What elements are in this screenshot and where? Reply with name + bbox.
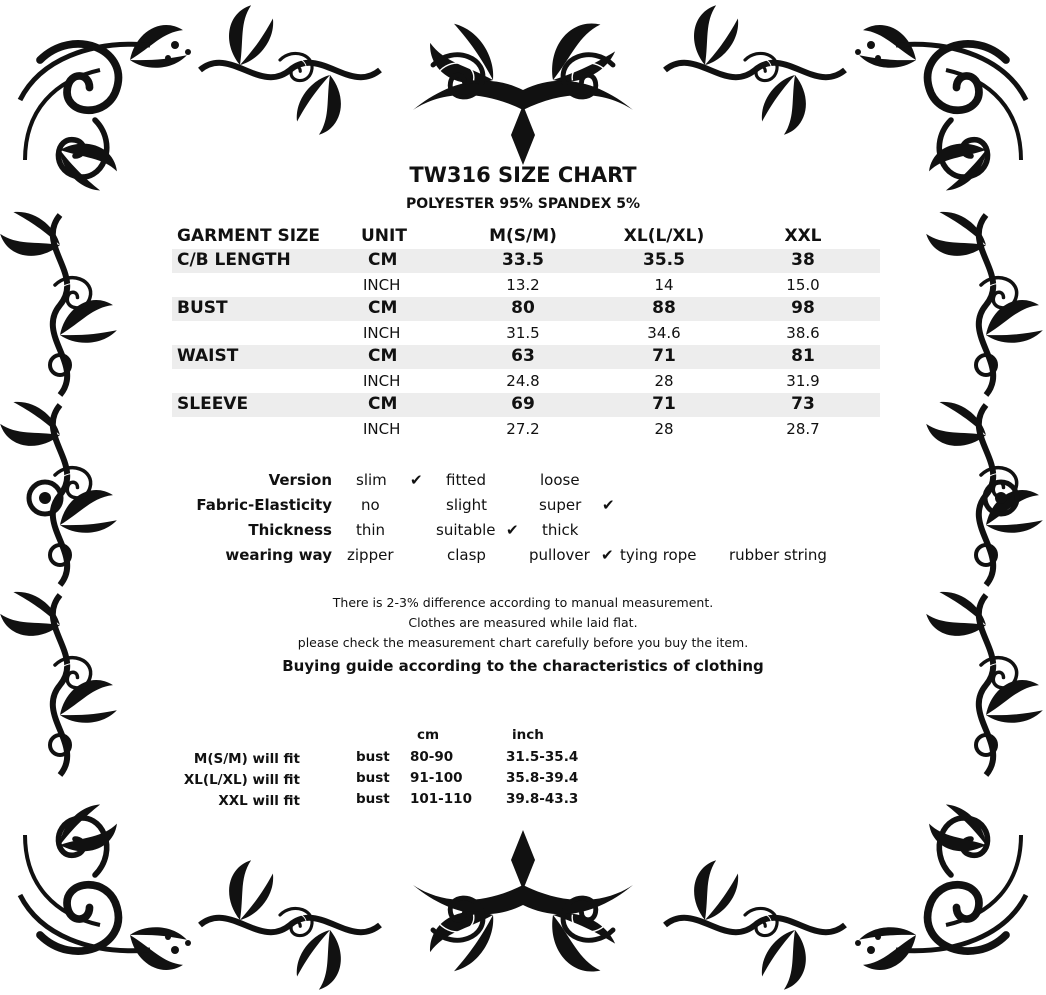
guide-row-label: XXL will fit (218, 793, 300, 809)
guide-inch-range: 39.8-43.3 (506, 791, 579, 807)
guide-col-cm: cm (417, 727, 440, 743)
check-icon: ✔ (410, 471, 423, 489)
unit-inch: INCH (363, 372, 401, 390)
guide-row-label: M(S/M) will fit (193, 751, 300, 767)
header-size-m: M(S/M) (489, 226, 557, 246)
attr-label-thickness: Thickness (248, 521, 332, 539)
cell-value: 80 (511, 298, 535, 318)
cell-value: 98 (791, 298, 815, 318)
guide-measure: bust (356, 770, 390, 786)
cell-value: 24.8 (506, 372, 540, 390)
unit-cm: CM (368, 394, 398, 414)
row-label-cb-length: C/B LENGTH (177, 250, 291, 270)
option-text: thick (542, 521, 579, 539)
header-garment-size: GARMENT SIZE (177, 226, 320, 246)
cell-value: 28.7 (786, 420, 820, 438)
check-icon: ✔ (601, 546, 614, 564)
unit-inch: INCH (363, 324, 401, 342)
option-text: fitted (446, 471, 486, 489)
guide-inch-range: 31.5-35.4 (506, 749, 579, 765)
cell-value: 13.2 (506, 276, 540, 294)
option-text: thin (356, 521, 386, 539)
cell-value: 35.5 (643, 250, 685, 270)
guide-cm-range: 91-100 (410, 770, 463, 786)
unit-cm: CM (368, 250, 398, 270)
cell-value: 31.5 (506, 324, 540, 342)
cell-value: 71 (652, 346, 676, 366)
note-line: please check the measurement chart carefully before you buy the item. (297, 635, 749, 650)
header-size-xxl: XXL (784, 226, 822, 246)
option-text: super (539, 496, 582, 514)
guide-col-inch: inch (512, 727, 544, 743)
cell-value: 27.2 (506, 420, 540, 438)
option-text: no (361, 496, 380, 514)
guide-inch-range: 35.8-39.4 (506, 770, 579, 786)
unit-inch: INCH (363, 420, 401, 438)
cell-value: 34.6 (647, 324, 681, 342)
fabric-composition: POLYESTER 95% SPANDEX 5% (405, 196, 641, 212)
cell-value: 38.6 (786, 324, 820, 342)
unit-cm: CM (368, 346, 398, 366)
cell-value: 28 (654, 420, 674, 438)
guide-cm-range: 80-90 (410, 749, 454, 765)
option-text: clasp (447, 546, 486, 564)
option-text: pullover (529, 546, 590, 564)
attr-label-version: Version (268, 471, 332, 489)
option-text: tying rope (620, 546, 697, 564)
unit-inch: INCH (363, 276, 401, 294)
cell-value: 38 (791, 250, 815, 270)
chart-title: TW316 SIZE CHART (409, 163, 637, 187)
guide-measure: bust (356, 749, 390, 765)
cell-value: 81 (791, 346, 815, 366)
option-text: suitable (436, 521, 496, 539)
cell-value: 33.5 (502, 250, 544, 270)
row-label-sleeve: SLEEVE (177, 394, 249, 414)
guide-cm-range: 101-110 (410, 791, 472, 807)
check-icon: ✔ (602, 496, 615, 514)
cell-value: 28 (654, 372, 674, 390)
note-line: Clothes are measured while laid flat. (408, 615, 638, 630)
option-text: loose (540, 471, 580, 489)
option-text: slight (446, 496, 488, 514)
cell-value: 88 (652, 298, 676, 318)
row-label-waist: WAIST (177, 346, 239, 366)
attr-label-fabric-elasticity: Fabric-Elasticity (196, 496, 332, 514)
check-icon: ✔ (506, 521, 519, 539)
guide-row-label: XL(L/XL) will fit (183, 772, 300, 788)
buying-guide-title: Buying guide according to the characteristics of clothing (282, 657, 764, 675)
note-line: There is 2-3% difference according to manual measurement. (332, 595, 714, 610)
cell-value: 73 (791, 394, 815, 414)
guide-measure: bust (356, 791, 390, 807)
header-size-xl: XL(L/XL) (623, 226, 705, 246)
cell-value: 14 (654, 276, 674, 294)
option-text: slim (356, 471, 387, 489)
cell-value: 31.9 (786, 372, 820, 390)
cell-value: 63 (511, 346, 535, 366)
unit-cm: CM (368, 298, 398, 318)
option-text: rubber string (729, 546, 827, 564)
cell-value: 69 (511, 394, 535, 414)
cell-value: 71 (652, 394, 676, 414)
option-text: zipper (347, 546, 394, 564)
header-unit: UNIT (361, 226, 407, 246)
row-label-bust: BUST (177, 298, 228, 318)
cell-value: 15.0 (786, 276, 820, 294)
attr-label-wearing-way: wearing way (225, 546, 332, 564)
